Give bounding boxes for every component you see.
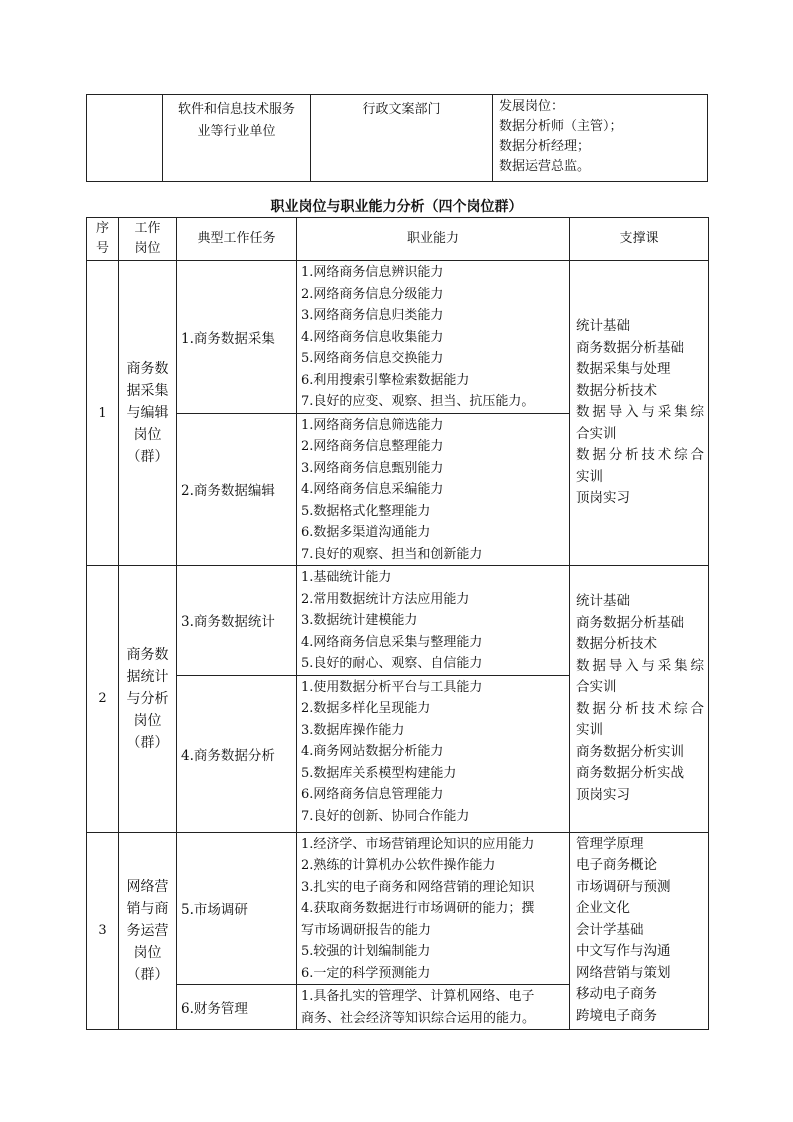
- course-item: 商务数据分析基础: [576, 339, 684, 356]
- empty-cell: [87, 95, 163, 182]
- ability-item: 5.较强的计划编制能力: [301, 944, 431, 959]
- ability-item: 1.具备扎实的管理学、计算机网络、电子: [301, 989, 535, 1004]
- table-title: 职业岗位与职业能力分析（四个岗位群）: [270, 199, 523, 215]
- ability-item: 4.商务网站数据分析能力: [301, 744, 444, 759]
- header-task: 典型工作任务: [177, 218, 297, 261]
- ability-item: 5.网络商务信息交换能力: [301, 351, 444, 366]
- header-seq-line: 号: [95, 241, 109, 256]
- post-line: 商务数: [126, 361, 169, 377]
- post-line: 与分析: [126, 690, 169, 707]
- development-line: 数据运营总监。: [499, 159, 591, 174]
- header-seq-line: 序: [95, 221, 109, 236]
- ability-item: 5.数据格式化整理能力: [301, 503, 431, 519]
- ability-cell: [297, 261, 570, 414]
- course-cell: [570, 261, 709, 566]
- ability-item: 1.基础统计能力: [301, 570, 392, 585]
- ability-item: 5.数据库关系模型构建能力: [301, 765, 457, 781]
- course-item: 中文写作与沟通: [576, 943, 671, 959]
- top-continuation-table: [86, 94, 708, 182]
- course-item: 会计学基础: [576, 921, 644, 938]
- task-cell: 5.市场调研: [177, 832, 297, 985]
- course-item: 商务数据分析基础: [576, 614, 684, 631]
- course-item: 数据分析技术: [576, 636, 657, 653]
- ability-cell: [297, 566, 570, 676]
- job-ability-table: [86, 217, 709, 1030]
- course-item: 数据采集与处理: [576, 361, 671, 378]
- course-item: 企业文化: [576, 900, 630, 916]
- header-post-line: 工作: [134, 221, 161, 236]
- post-cell: [119, 832, 177, 1030]
- post-line: 务运营: [126, 922, 169, 939]
- ability-cell: [297, 675, 570, 832]
- header-row: [87, 218, 709, 261]
- post-line: 岗位: [133, 712, 162, 729]
- ability-item: 4.网络商务信息采编能力: [301, 482, 444, 497]
- course-item: 数据导入与采集综: [576, 657, 704, 674]
- header-ability: 职业能力: [297, 218, 570, 261]
- course-item: 数据导入与采集综: [576, 404, 704, 421]
- header-post: [119, 218, 177, 261]
- ability-item: 商务、社会经济等知识综合运用的能力。: [301, 1010, 536, 1026]
- post-line: 据统计: [126, 668, 169, 685]
- course-item: 实训: [576, 722, 603, 739]
- header-course: 支撑课: [570, 218, 709, 261]
- course-item: 统计基础: [576, 593, 630, 610]
- post-line: （群）: [126, 734, 169, 751]
- task-cell: 6.财务管理: [177, 985, 297, 1030]
- ability-item: 1.使用数据分析平台与工具能力: [301, 679, 483, 695]
- post-line: 岗位: [133, 427, 162, 443]
- development-line: 数据分析师（主管）；: [499, 119, 623, 134]
- industry-unit-cell: [163, 95, 311, 182]
- course-item: 顶岗实习: [576, 490, 630, 507]
- header-seq: [87, 218, 119, 261]
- ability-item: 7.良好的观察、担当和创新能力: [301, 546, 483, 562]
- seq-cell: 2: [87, 566, 119, 833]
- course-item: 顶岗实习: [576, 786, 630, 803]
- development-line: 发展岗位：: [499, 99, 565, 114]
- task-cell: 2.商务数据编辑: [177, 413, 297, 566]
- ability-item: 3.数据库操作能力: [301, 722, 405, 738]
- course-item: 统计基础: [576, 318, 630, 335]
- post-line: 销与商: [126, 900, 169, 917]
- industry-unit-line: 软件和信息技术服务: [177, 102, 295, 117]
- ability-item: 4.网络商务信息采集与整理能力: [301, 634, 483, 650]
- table-row: [87, 261, 709, 414]
- ability-item: 7.良好的创新、协同合作能力: [301, 808, 470, 824]
- course-item: 网络营销与策划: [576, 964, 671, 981]
- ability-cell: [297, 413, 570, 566]
- ability-item: 2.网络商务信息分级能力: [301, 286, 444, 302]
- course-item: 移动电子商务: [576, 986, 657, 1002]
- course-item: 实训: [576, 468, 603, 485]
- course-cell: [570, 566, 709, 833]
- department-cell: 行政文案部门: [311, 95, 493, 182]
- post-line: （群）: [126, 966, 169, 983]
- seq-cell: 1: [87, 261, 119, 566]
- course-item: 数据分析技术综合: [576, 447, 704, 464]
- course-item: 合实训: [576, 679, 617, 696]
- header-post-line: 岗位: [134, 241, 161, 256]
- course-item: 管理学原理: [576, 835, 644, 852]
- ability-item: 2.熟练的计算机办公软件操作能力: [301, 858, 496, 873]
- course-item: 市场调研与预测: [576, 878, 671, 895]
- task-cell: 1.商务数据采集: [177, 261, 297, 414]
- course-item: 跨境电子商务: [576, 1007, 657, 1024]
- ability-item: 6.利用搜索引擎检索数据能力: [301, 372, 470, 388]
- course-item: 商务数据分析实训: [576, 743, 684, 760]
- seq-cell: 3: [87, 832, 119, 1030]
- ability-item: 4.获取商务数据进行市场调研的能力；撰: [301, 901, 535, 916]
- table-row: [87, 832, 709, 985]
- ability-cell: [297, 832, 570, 985]
- post-line: 商务数: [126, 646, 169, 663]
- ability-item: 1.经济学、市场营销理论知识的应用能力: [301, 836, 535, 852]
- ability-item: 3.数据统计建模能力: [301, 613, 418, 628]
- post-line: 岗位: [133, 944, 162, 961]
- course-item: 电子商务概论: [576, 857, 657, 873]
- course-cell: [570, 832, 709, 1030]
- course-item: 合实训: [576, 425, 617, 442]
- ability-item: 1.网络商务信息辨识能力: [301, 265, 444, 280]
- post-line: 网络营: [126, 878, 169, 895]
- ability-item: 6.数据多渠道沟通能力: [301, 525, 431, 540]
- task-cell: 4.商务数据分析: [177, 675, 297, 832]
- post-line: 据采集: [126, 383, 169, 399]
- ability-item: 4.网络商务信息收集能力: [301, 329, 444, 345]
- ability-item: 5.良好的耐心、观察、自信能力: [301, 656, 483, 671]
- ability-item: 3.网络商务信息归类能力: [301, 308, 444, 323]
- table-row: [87, 95, 708, 182]
- post-cell: [119, 566, 177, 833]
- course-item: 数据分析技术综合: [576, 700, 704, 717]
- development-line: 数据分析经理；: [499, 139, 591, 154]
- ability-item: 1.网络商务信息筛选能力: [301, 417, 444, 433]
- post-line: 与编辑: [126, 405, 169, 421]
- task-cell: 3.商务数据统计: [177, 566, 297, 676]
- post-line: （群）: [126, 449, 169, 465]
- ability-item: 6.一定的科学预测能力: [301, 965, 431, 981]
- ability-item: 2.数据多样化呈现能力: [301, 701, 431, 716]
- development-post-cell: [493, 95, 708, 182]
- table-row: [87, 566, 709, 676]
- ability-item: 7.良好的应变、观察、担当、抗压能力。: [301, 394, 535, 409]
- industry-unit-line: 业等行业单位: [197, 124, 276, 139]
- ability-item: 2.常用数据统计方法应用能力: [301, 591, 470, 607]
- ability-item: 3.网络商务信息甄别能力: [301, 460, 444, 476]
- ability-item: 3.扎实的电子商务和网络营销的理论知识: [301, 879, 535, 895]
- ability-item: 2.网络商务信息整理能力: [301, 439, 444, 454]
- post-cell: [119, 261, 177, 566]
- ability-cell: [297, 985, 570, 1030]
- course-item: 商务数据分析实战: [576, 765, 684, 782]
- course-item: 数据分析技术: [576, 382, 657, 399]
- ability-item: 写市场调研报告的能力: [301, 922, 432, 938]
- ability-item: 6.网络商务信息管理能力: [301, 787, 444, 802]
